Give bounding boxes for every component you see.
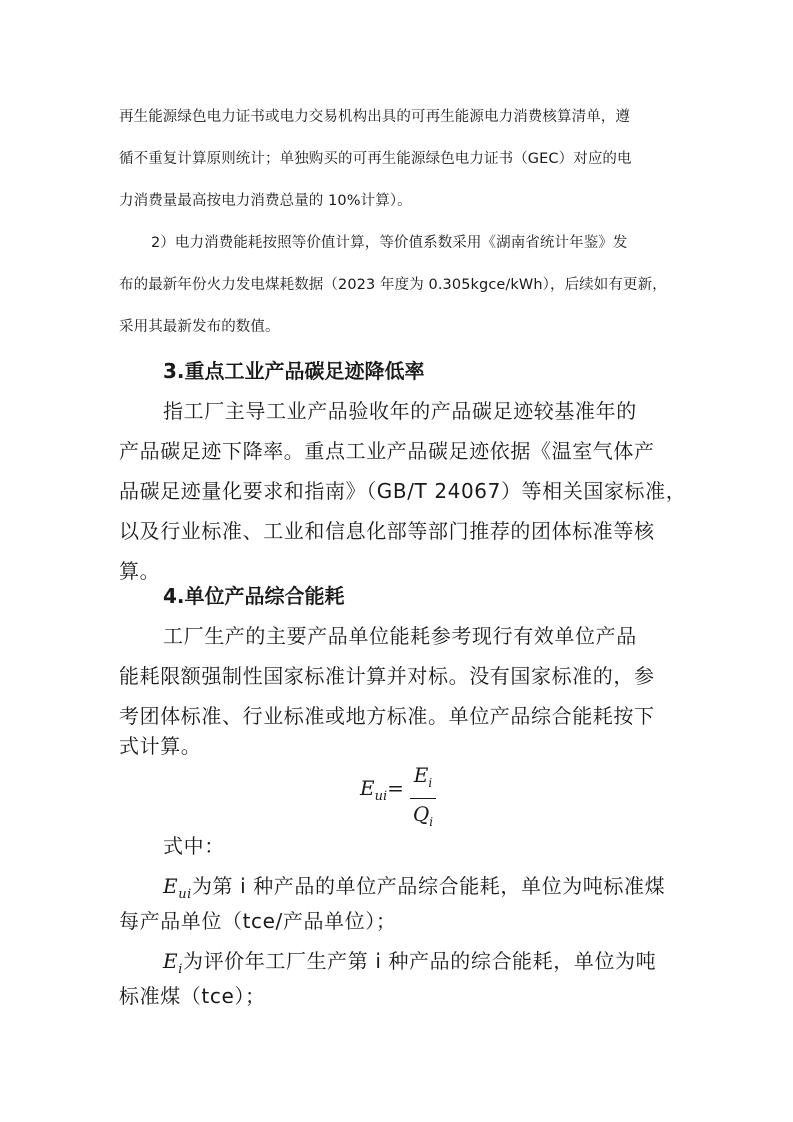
formula-fraction — [410, 762, 436, 835]
body-line: 品碳足迹量化要求和指南》（GB/T 24067）等相关国家标准， — [119, 479, 687, 503]
var-eui: $E_{ui}$ — [163, 874, 192, 902]
body-line: 算。 — [119, 559, 161, 583]
body-line: 工厂生产的主要产品单位能耗参考现行有效单位产品 — [163, 624, 637, 648]
body-line: 标准煤（tce）； — [119, 984, 266, 1008]
body-line: 式计算。 — [119, 734, 202, 758]
formula-eui — [360, 762, 480, 829]
definition-eui: $E_{ui}$为第 i 种产品的单位产品综合能耗，单位为吨标准煤 — [163, 874, 666, 902]
body-line: 能耗限额强制性国家标准计算并对标。没有国家标准的，参 — [119, 664, 655, 688]
section-heading: 3.重点工业产品碳足迹降低率 — [163, 359, 425, 383]
body-line: 指工厂主导工业产品验收年的产品碳足迹较基准年的 — [163, 399, 637, 423]
formula-lhs: $E_{ui}=$ — [360, 776, 404, 804]
formula-denominator: $Q_i$ — [412, 802, 434, 829]
paragraph-line: 采用其最新发布的数值。 — [119, 319, 280, 335]
definitions-intro: 式中： — [163, 834, 225, 858]
fraction-bar — [410, 798, 436, 799]
definition-ei: $E_i$为评价年工厂生产第 i 种产品的综合能耗，单位为吨 — [163, 949, 657, 977]
body-line: 每产品单位（tce/产品单位）； — [119, 909, 397, 933]
paragraph-line: 2）电力消费能耗按照等价值计算，等价值系数采用《湖南省统计年鉴》发 — [151, 235, 628, 251]
section-heading: 4.单位产品综合能耗 — [163, 584, 345, 608]
paragraph-line: 再生能源绿色电力证书或电力交易机构出具的可再生能源电力消费核算清单，遵 — [119, 109, 630, 125]
body-line: 考团体标准、行业标准或地方标准。单位产品综合能耗按下 — [119, 704, 655, 728]
body-line: 以及行业标准、工业和信息化部等部门推荐的团体标准等核 — [119, 519, 655, 543]
body-line: 产品碳足迹下降率。重点工业产品碳足迹依据《温室气体产 — [119, 439, 655, 463]
paragraph-line: 布的最新年份火力发电煤耗数据（2023 年度为 0.305kgce/kWh），后续如有更新， — [119, 277, 667, 293]
formula-numerator: $E_i$ — [413, 763, 433, 790]
paragraph-line: 力消费量最高按电力消费总量的 10%计算）。 — [119, 193, 412, 209]
paragraph-line: 循不重复计算原则统计；单独购买的可再生能源绿色电力证书（GEC）对应的电 — [119, 151, 632, 167]
var-ei: $E_i$ — [163, 949, 183, 977]
